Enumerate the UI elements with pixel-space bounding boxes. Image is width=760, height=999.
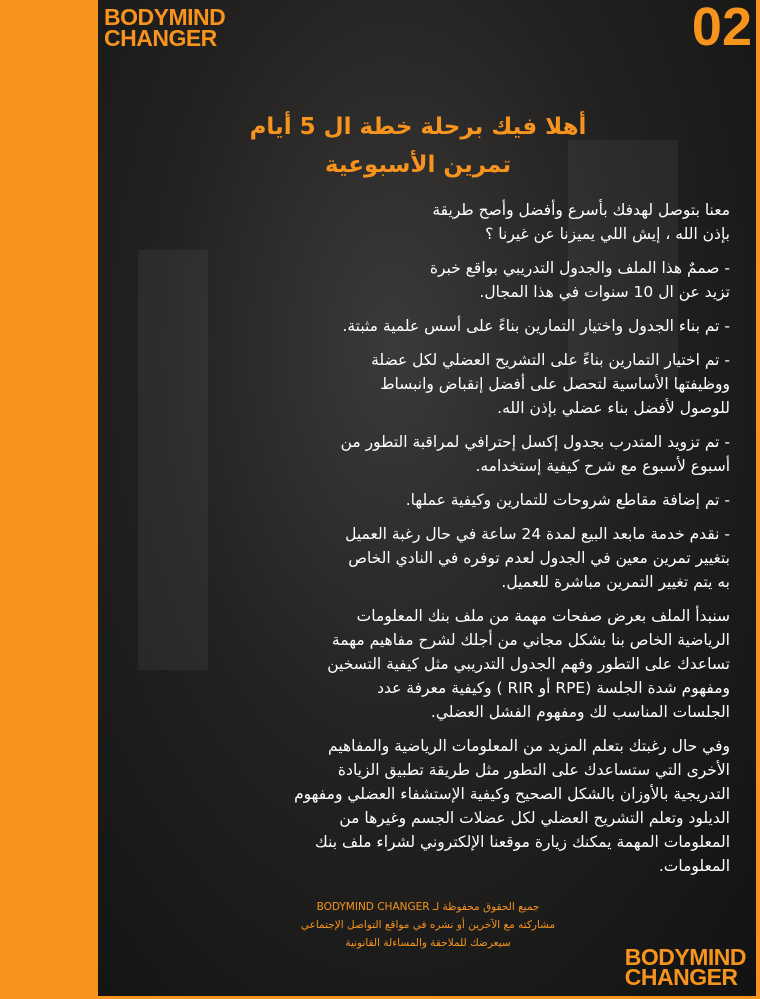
paragraph-info-bank: سنبدأ الملف بعرض صفحات مهمة من ملف بنك المعلومات الرياضية الخاص بنا بشكل مجاني من أجلك لشرح مفاهيم مهمة تساعدك على التطور وفهم الجدول التدريبي مثل كيفية التسخين ومفهوم شدة الجلسة (RPE أو RIR ) وكيفية معرفة عدد الجلسات المناسب لك ومفهوم الفشل العضلي. [327, 607, 730, 721]
paragraph-intro: معنا بتوصل لهدفك بأسرع وأفضل وأصح طريقة بإذن الله ، إيش اللي يميزنا عن غيرنا ؟ [432, 201, 730, 243]
document-page [98, 0, 756, 996]
brand-logo-bottom [624, 943, 746, 991]
title-line2: تمرين الأسبوعية [324, 152, 512, 178]
body-text [154, 198, 730, 888]
brand-line2: CHANGER [104, 24, 217, 51]
paragraph-learn-more: وفي حال رغبتك بتعلم المزيد من المعلومات الرياضية والمفاهيم الأخرى التي ستساعدك على التطور مثل طريقة تطبيق الزيادة التدريجية بالأوزان بالشكل الصحيح وكيفية الإستشفاء العضلي ومفهوم الديلود وتعلم التشريح العضلي لكل عضلات الجسم وغيرها من المعلومات المهمة يمكنك زيارة موقعنا الإلكتروني لشراء ملف بنك المعلومات. [294, 737, 730, 875]
brand-line2: CHANGER [624, 964, 738, 991]
page-title [178, 108, 658, 184]
paragraph-after-sales: - نقدم خدمة مابعد البيع لمدة 24 ساعة في حال رغبة العميل بتغيير تمرين معين في الجدول لعدم توفره في النادي الخاص به يتم تغيير التمرين مباشرة للعميل. [345, 525, 730, 591]
title-line1: أهلا فيك برحلة خطة ال 5 أيام [249, 114, 587, 140]
brand-line1: BODYMIND [624, 943, 746, 970]
paragraph-scientific-basis: - تم بناء الجدول واختيار التمارين بناءً على أسس علمية مثبتة. [342, 317, 730, 335]
paragraph-video-clips: - تم إضافة مقاطع شروحات للتمارين وكيفية عملها. [405, 491, 730, 509]
page-number: 02 [691, 0, 752, 57]
brand-line1: BODYMIND [104, 4, 226, 30]
copyright-footer [228, 898, 628, 952]
paragraph-exercise-selection: - تم اختيار التمارين بناءً على التشريح العضلي لكل عضلة ووظيفتها الأساسية لتحصل على أفضل إنقباض وانبساط للوصول لأفضل بناء عضلي بإذن الله. [371, 351, 730, 417]
copyright-line2: مشاركته مع الآخرين أو نشره في مواقع التواصل الإجتماعي [300, 919, 556, 931]
copyright-line3: سيعرضك للملاحقة والمساءلة القانونية [345, 937, 511, 949]
paragraph-experience: - صممٌ هذا الملف والجدول التدريبي بواقع خبرة تزيد عن ال 10 سنوات في هذا المجال. [429, 259, 730, 301]
brand-logo-top [104, 4, 226, 51]
paragraph-excel-tracker: - تم تزويد المتدرب بجدول إكسل إحترافي لمراقبة التطور من أسبوع لأسبوع مع شرح كيفية إستخدامه. [340, 433, 730, 475]
copyright-line1: جميع الحقوق محفوظة لـ BODYMIND CHANGER [316, 901, 540, 913]
